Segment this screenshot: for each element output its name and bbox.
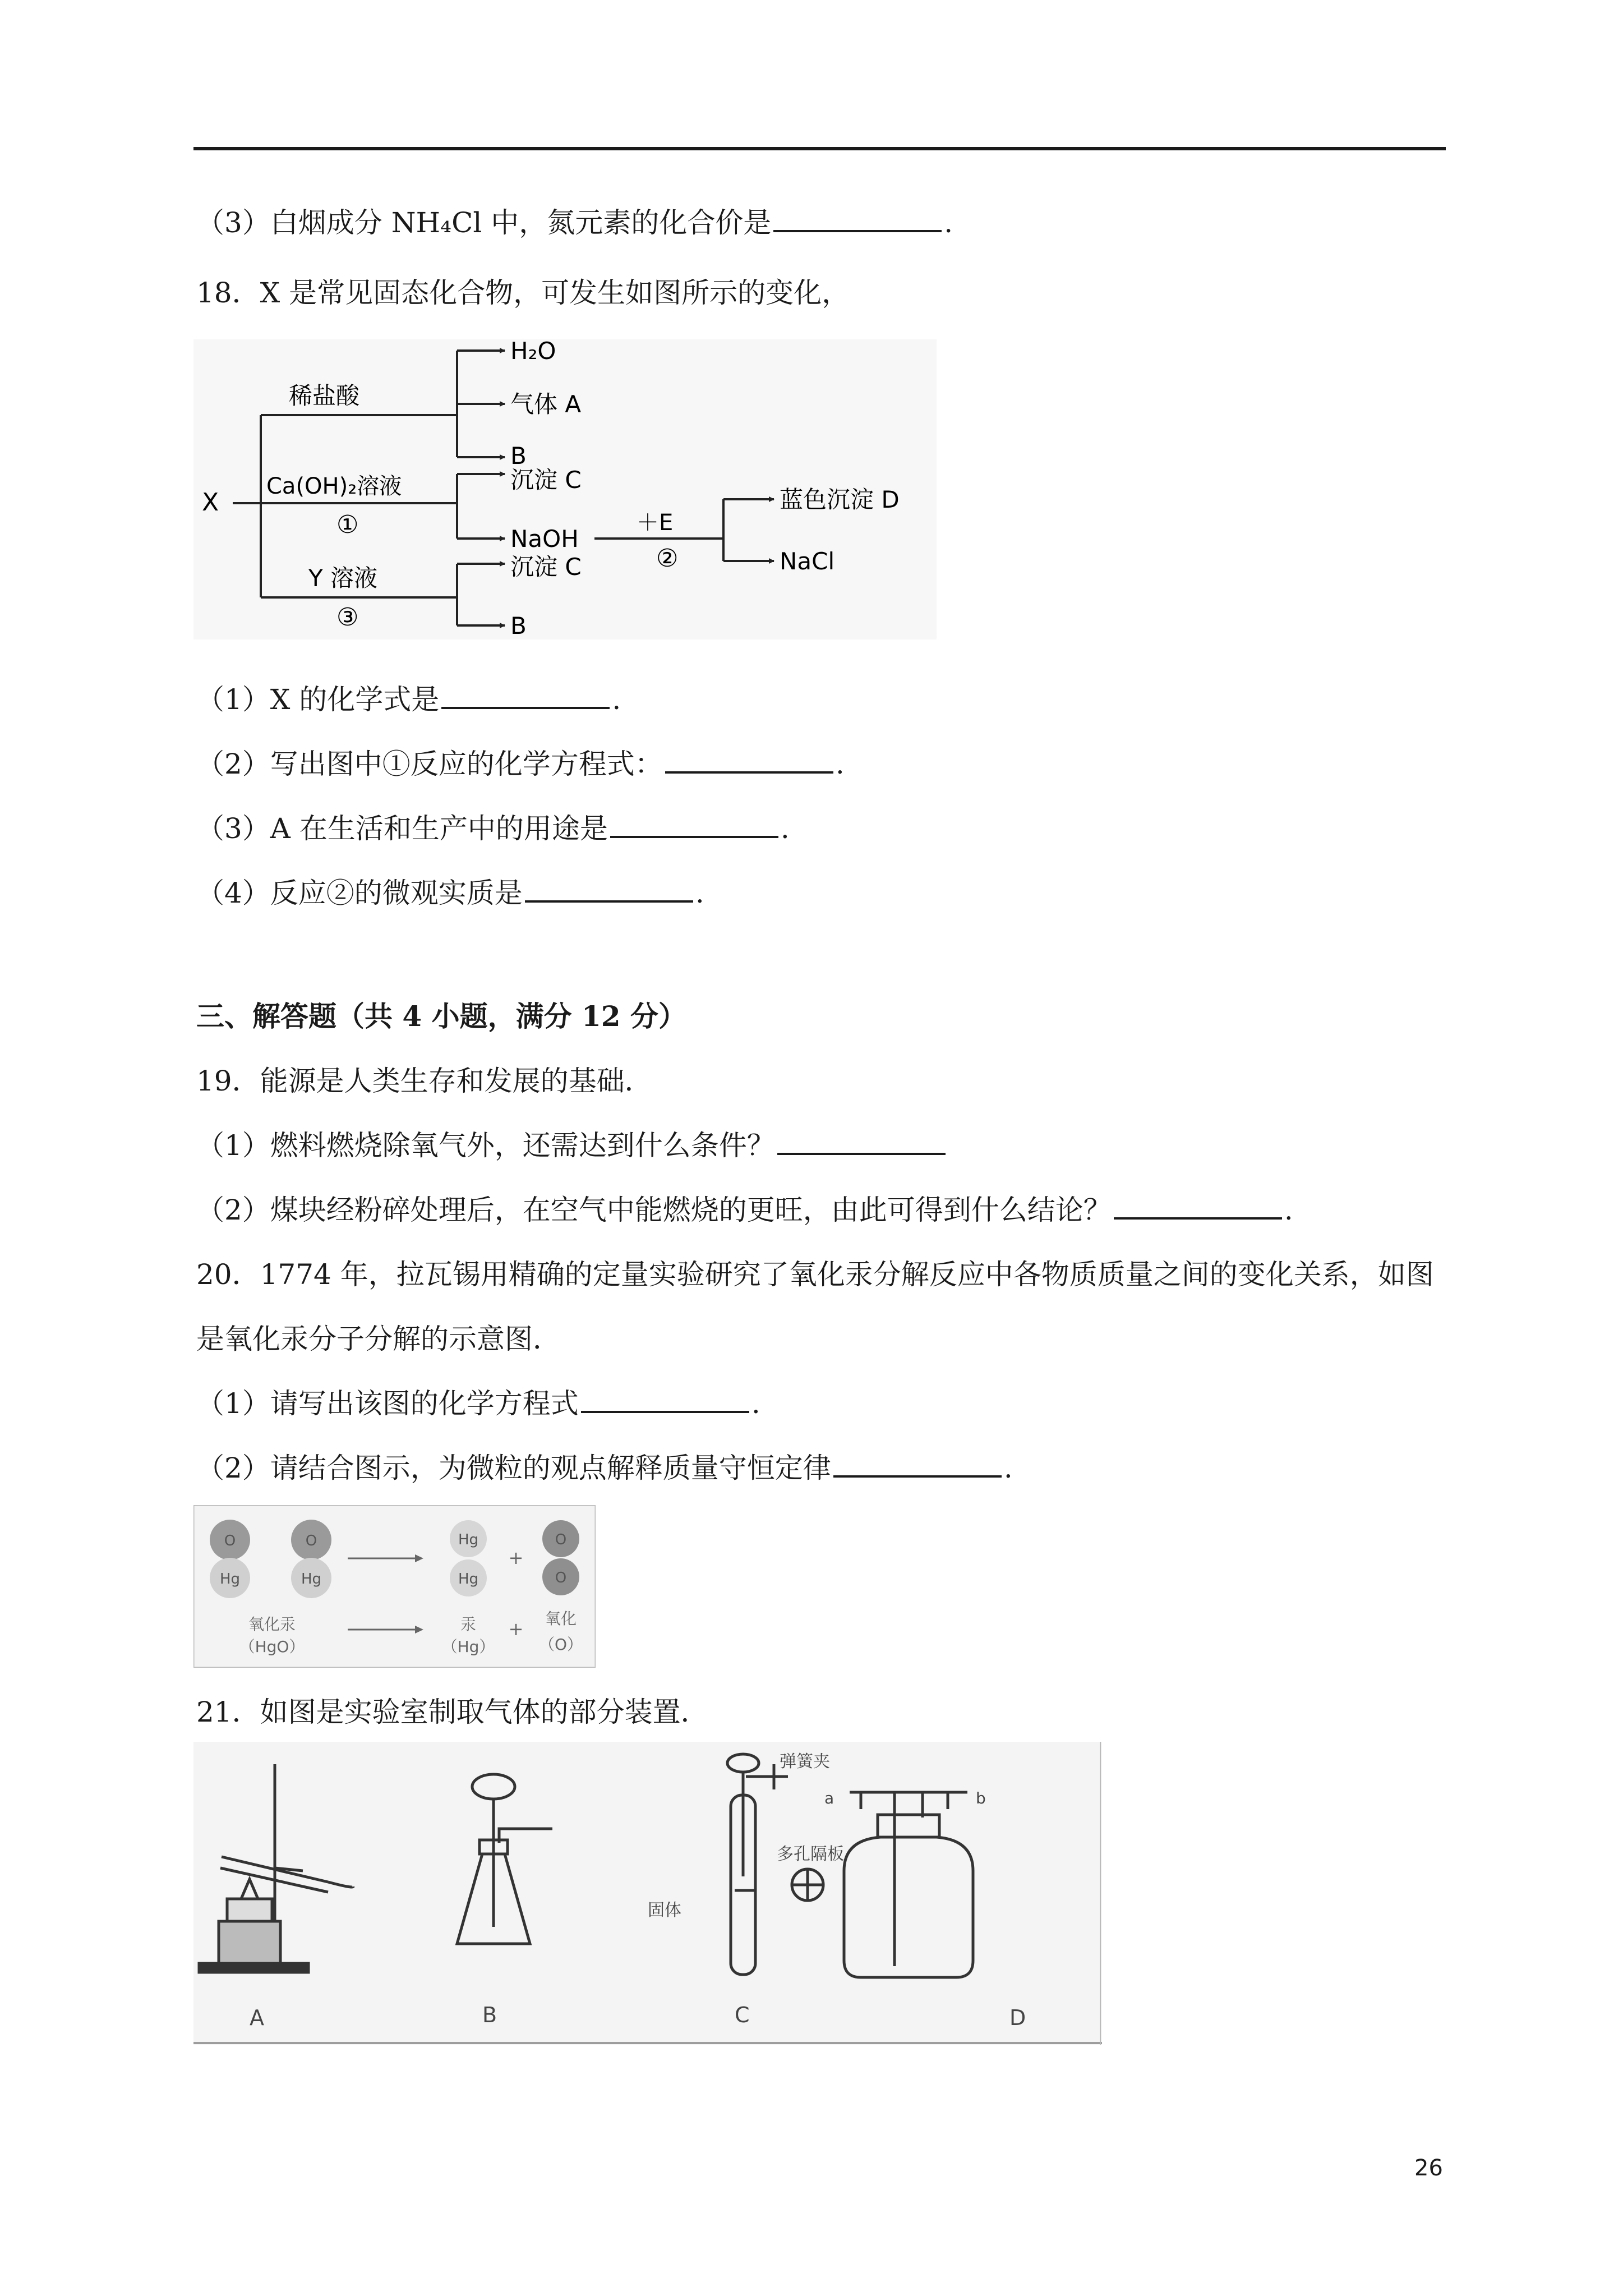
b-label: B: [510, 442, 527, 470]
clamp-label: 弹簧夹: [780, 1752, 830, 1772]
molecule-svg: [193, 1505, 596, 1668]
caoh-label: Ca(OH)₂溶液: [266, 473, 402, 499]
figure-background: [193, 1742, 1102, 2045]
solid-label: 固体: [648, 1901, 681, 1920]
page-number: 26: [1414, 2155, 1443, 2181]
hgo-formula-label: （HgO）: [239, 1637, 305, 1656]
precip-c-label: 沉淀 C: [510, 466, 582, 494]
port-b-label: b: [976, 1789, 986, 1807]
acid-label: 稀盐酸: [289, 382, 360, 409]
header-rule: [193, 147, 1446, 150]
hgo-label: 氧化汞: [248, 1615, 296, 1634]
period: .: [780, 812, 790, 845]
q18-part4-text: （4）反应②的微观实质是: [196, 877, 523, 909]
apparatus-svg: [193, 1742, 1102, 2045]
x-label: X: [202, 488, 219, 517]
o-symbol: O: [555, 1570, 567, 1586]
q19-part2-text: （2）煤块经粉碎处理后，在空气中能燃烧的更旺，由此可得到什么结论？: [196, 1194, 1112, 1226]
q18-part3-text: （3）A 在生活和生产中的用途是: [196, 812, 608, 845]
q18-part2-text: （2）写出图中①反应的化学方程式：: [196, 748, 663, 780]
q20-stem-line2: 是氧化汞分子分解的示意图．: [196, 1323, 561, 1355]
plus-sign: +: [508, 1547, 524, 1568]
answer-blank[interactable]: [777, 1128, 946, 1155]
q18-part2: [196, 747, 845, 781]
reaction-3-label: ③: [336, 603, 359, 632]
answer-blank[interactable]: [581, 1386, 749, 1413]
q19-part1-text: （1）燃料燃烧除氧气外，还需达到什么条件？: [196, 1129, 775, 1162]
hgo-decomposition-figure: [193, 1505, 596, 1668]
q18-part4: [196, 876, 704, 910]
answer-blank[interactable]: [610, 811, 778, 838]
q18-part1-text: （1）X 的化学式是: [196, 683, 440, 716]
reaction-1-label: ①: [336, 510, 359, 539]
answer-blank[interactable]: [773, 205, 942, 232]
period: .: [1003, 1452, 1013, 1484]
hg-label: 汞: [460, 1615, 477, 1634]
water-label: H₂O: [510, 339, 556, 365]
o-formula-label: （O）: [538, 1635, 583, 1654]
period: .: [944, 206, 953, 239]
q18-part1: [196, 682, 621, 717]
q18-stem: 18．X 是常见固态化合物，可发生如图所示的变化，: [196, 277, 850, 309]
hg-symbol: Hg: [219, 1571, 241, 1588]
reaction-flow-diagram: [193, 339, 937, 639]
q19-part1: [196, 1128, 948, 1163]
q20-stem-line1: 20．1774 年，拉瓦锡用精确的定量实验研究了氧化汞分解反应中各物质质量之间的变化关系，如图: [196, 1258, 1434, 1291]
q18-part3: [196, 811, 790, 846]
period: .: [751, 1387, 760, 1420]
y-solution-label: Y 溶液: [308, 564, 378, 592]
q19-stem: 19．能源是人类生存和发展的基础．: [196, 1065, 653, 1097]
hg-symbol: Hg: [458, 1571, 479, 1588]
label-a: A: [250, 2005, 264, 2030]
gas-a-label: 气体 A: [510, 390, 582, 418]
period: .: [612, 683, 621, 716]
answer-blank[interactable]: [525, 876, 693, 903]
o-symbol: O: [305, 1533, 317, 1549]
o-symbol: O: [224, 1533, 236, 1549]
q19-part2: [196, 1193, 1293, 1227]
answer-blank[interactable]: [665, 747, 833, 774]
answer-blank[interactable]: [441, 682, 610, 709]
answer-blank[interactable]: [833, 1451, 1002, 1478]
q20-part1: [196, 1386, 760, 1421]
period: .: [695, 877, 704, 909]
q17-part3-text: （3）白烟成分 NH₄Cl 中，氮元素的化合价是: [196, 206, 772, 239]
reaction-flow-svg: [193, 339, 937, 639]
answer-blank[interactable]: [1114, 1193, 1282, 1220]
period: .: [1284, 1194, 1293, 1226]
blue-precip-d-label: 蓝色沉淀 D: [780, 486, 900, 513]
q17-part3: [196, 205, 953, 240]
hg-formula-label: （Hg）: [441, 1637, 495, 1656]
nacl-label: NaCl: [780, 547, 835, 575]
reaction-2-label: ②: [656, 544, 679, 573]
plus-e-label: ＋E: [637, 510, 674, 536]
hg-symbol: Hg: [301, 1571, 322, 1588]
b-label: B: [510, 612, 527, 639]
precip-c-label: 沉淀 C: [510, 553, 582, 581]
naoh-label: NaOH: [510, 525, 579, 553]
q20-part2: [196, 1451, 1013, 1485]
section-heading: 三、解答题（共 4 小题，满分 12 分）: [196, 1000, 686, 1033]
porous-plate-label: 多孔隔板: [777, 1844, 844, 1864]
period: .: [835, 748, 845, 780]
label-d: D: [1009, 2005, 1026, 2030]
plus-sign: +: [508, 1618, 524, 1640]
o-label: 氧化: [545, 1609, 577, 1628]
hg-symbol: Hg: [458, 1531, 479, 1548]
port-a-label: a: [824, 1789, 834, 1807]
lab-apparatus-figure: [193, 1742, 1102, 2045]
o-symbol: O: [555, 1531, 567, 1548]
label-c: C: [735, 2003, 750, 2027]
q21-stem: 21．如图是实验室制取气体的部分装置．: [196, 1696, 709, 1728]
label-b: B: [482, 2003, 497, 2027]
q20-part2-text: （2）请结合图示，为微粒的观点解释质量守恒定律: [196, 1452, 831, 1484]
q20-part1-text: （1）请写出该图的化学方程式: [196, 1387, 579, 1420]
